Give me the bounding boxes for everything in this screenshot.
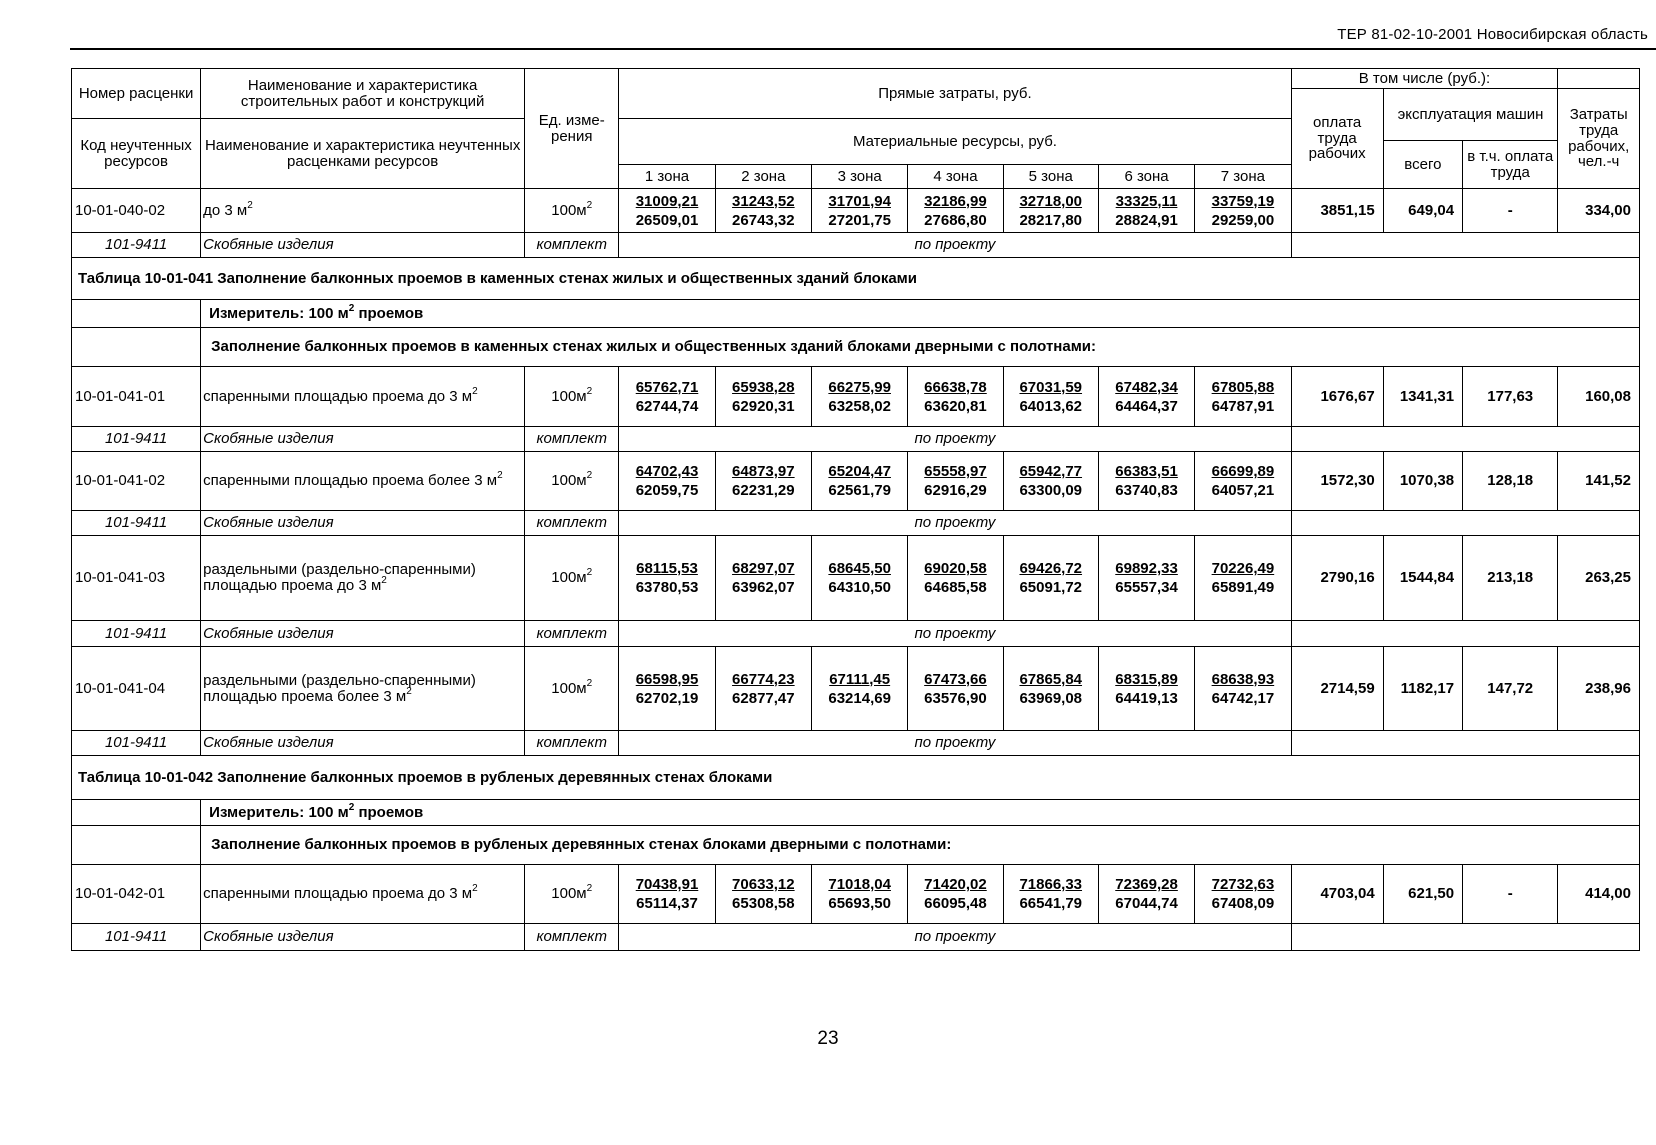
labor-cost: 1676,67 [1291, 367, 1383, 427]
resource-unit: комплект [525, 621, 619, 647]
table-section-041: Заполнение балконных проемов в каменных стенах жилых и общественных зданий блоками дверными с полотнами: [201, 328, 1640, 367]
machines-labor: 177,63 [1463, 367, 1558, 427]
resource-note: по проекту [619, 511, 1291, 536]
labor-cost: 3851,15 [1291, 189, 1383, 233]
zone-4-header: 4 зона [908, 165, 1003, 189]
zone-6-cost: 68315,89 64419,13 [1098, 647, 1194, 731]
rate-unit: $100м^2$ [525, 647, 619, 731]
resource-note: по проекту [619, 924, 1291, 951]
work-hours: 414,00 [1558, 865, 1640, 924]
col-labor-header: оплата труда рабочих [1291, 89, 1383, 189]
machines-labor: 128,18 [1463, 452, 1558, 511]
resource-name: Скобяные изделия [201, 427, 525, 452]
zone-5-cost: 32718,00 28217,80 [1003, 189, 1098, 233]
resource-code: 101-9411 [72, 731, 201, 756]
resource-row [72, 621, 1640, 647]
machines-labor: 147,72 [1463, 647, 1558, 731]
zone-1-header: 1 зона [619, 165, 715, 189]
zone-1-cost: 65762,71 62744,74 [619, 367, 715, 427]
zone-2-cost: 64873,97 62231,29 [715, 452, 811, 511]
resource-empty [1291, 233, 1639, 258]
zone-7-cost: 67805,88 64787,91 [1195, 367, 1291, 427]
zone-5-cost: 71866,33 66541,79 [1003, 865, 1098, 924]
meter-blank [72, 800, 201, 826]
resource-note: по проекту [619, 233, 1291, 258]
col-direct-costs-header: Прямые затраты, руб. [619, 69, 1291, 119]
zone-4-cost: 66638,78 63620,81 [908, 367, 1003, 427]
zone-2-cost: 65938,28 62920,31 [715, 367, 811, 427]
zone-5-header: 5 зона [1003, 165, 1098, 189]
zone-6-header: 6 зона [1098, 165, 1194, 189]
rate-unit: $100м^2$ [525, 367, 619, 427]
zone-4-cost: 67473,66 63576,90 [908, 647, 1003, 731]
zone-2-cost: 70633,12 65308,58 [715, 865, 811, 924]
resource-name: Скобяные изделия [201, 621, 525, 647]
rate-unit: $100м^2$ [525, 452, 619, 511]
resource-code: 101-9411 [72, 924, 201, 951]
rate-code: 10-01-041-02 [72, 452, 201, 511]
machines-total: 649,04 [1383, 189, 1462, 233]
zone-6-cost: 69892,33 65557,34 [1098, 536, 1194, 621]
zone-1-cost: 64702,43 62059,75 [619, 452, 715, 511]
zone-3-cost: 31701,94 27201,75 [812, 189, 908, 233]
zone-6-cost: 33325,11 28824,91 [1098, 189, 1194, 233]
zone-3-cost: 67111,45 63214,69 [812, 647, 908, 731]
rate-unit: $100м^2$ [525, 536, 619, 621]
zone-4-cost: 69020,58 64685,58 [908, 536, 1003, 621]
table-meter-042: Измеритель: 100 $м^2$ проемов [201, 800, 1640, 826]
resource-name: Скобяные изделия [201, 233, 525, 258]
table-title-042: Таблица 10-01-042 Заполнение балконных проемов в рубленых деревянных стенах блоками [72, 756, 1640, 800]
document-reference: ТЕР 81-02-10-2001 Новосибирская область [1337, 26, 1648, 43]
resource-name: Скобяные изделия [201, 924, 525, 951]
machines-total: 1070,38 [1383, 452, 1462, 511]
resource-code: 101-9411 [72, 511, 201, 536]
work-hours: 141,52 [1558, 452, 1640, 511]
rate-name: спаренными площадью проема более 3 $м^2$ [201, 452, 525, 511]
machines-total: 621,50 [1383, 865, 1462, 924]
zone-7-cost: 72732,63 67408,09 [1195, 865, 1291, 924]
rate-code: 10-01-041-03 [72, 536, 201, 621]
resource-code: 101-9411 [72, 427, 201, 452]
resource-name: Скобяные изделия [201, 731, 525, 756]
resource-row [72, 731, 1640, 756]
resource-unit: комплект [525, 427, 619, 452]
zone-7-cost: 66699,89 64057,21 [1195, 452, 1291, 511]
rate-row [72, 647, 1640, 731]
col-materials-header: Материальные ресурсы, руб. [619, 119, 1291, 165]
col-resource-code-header: Код неучтенных ресурсов [72, 119, 201, 189]
zone-6-cost: 72369,28 67044,74 [1098, 865, 1194, 924]
table-title-041: Таблица 10-01-041 Заполнение балконных проемов в каменных стенах жилых и общественных зданий блоками [72, 258, 1640, 300]
zone-2-header: 2 зона [715, 165, 811, 189]
resource-note: по проекту [619, 427, 1291, 452]
rate-code: 10-01-042-01 [72, 865, 201, 924]
resource-row [72, 511, 1640, 536]
zone-2-cost: 68297,07 63962,07 [715, 536, 811, 621]
zone-1-cost: 70438,91 65114,37 [619, 865, 715, 924]
rate-name: спаренными площадью проема до 3 $м^2$ [201, 865, 525, 924]
zone-6-cost: 66383,51 63740,83 [1098, 452, 1194, 511]
machines-labor: - [1463, 189, 1558, 233]
zone-5-cost: 65942,77 63300,09 [1003, 452, 1098, 511]
resource-code: 101-9411 [72, 233, 201, 258]
col-work-header: Затраты труда рабочих, чел.-ч [1558, 89, 1640, 189]
zone-4-cost: 65558,97 62916,29 [908, 452, 1003, 511]
machines-labor: - [1463, 865, 1558, 924]
zone-4-cost: 32186,99 27686,80 [908, 189, 1003, 233]
resource-unit: комплект [525, 731, 619, 756]
rate-name: раздельными (раздельно-спаренными) площадью проема до 3 $м^2$ [201, 536, 525, 621]
rate-row [72, 865, 1640, 924]
labor-cost: 4703,04 [1291, 865, 1383, 924]
zone-2-cost: 31243,52 26743,32 [715, 189, 811, 233]
machines-total: 1341,31 [1383, 367, 1462, 427]
col-resource-name-header: Наименование и характеристика неучтенных расценками ресурсов [201, 119, 525, 189]
col-code-header: Номер расценки [72, 69, 201, 119]
rate-code: 10-01-041-04 [72, 647, 201, 731]
zone-3-cost: 71018,04 65693,50 [812, 865, 908, 924]
zone-7-cost: 70226,49 65891,49 [1195, 536, 1291, 621]
zone-2-cost: 66774,23 62877,47 [715, 647, 811, 731]
header-rule [70, 48, 1656, 50]
zone-3-header: 3 зона [812, 165, 908, 189]
rate-row [72, 536, 1640, 621]
zone-7-header: 7 зона [1195, 165, 1291, 189]
rate-name: до 3 $м^2$ [201, 189, 525, 233]
resource-note: по проекту [619, 731, 1291, 756]
col-unit-header: Ед. изме-рения [525, 69, 619, 189]
zone-3-cost: 65204,47 62561,79 [812, 452, 908, 511]
resource-name: Скобяные изделия [201, 511, 525, 536]
zone-4-cost: 71420,02 66095,48 [908, 865, 1003, 924]
table-section-042: Заполнение балконных проемов в рубленых деревянных стенах блоками дверными с полотнами: [201, 826, 1640, 865]
zone-5-cost: 67865,84 63969,08 [1003, 647, 1098, 731]
rates-table [71, 68, 1640, 951]
rate-name: раздельными (раздельно-спаренными) площадью проема более 3 $м^2$ [201, 647, 525, 731]
table-meter-041: Измеритель: 100 $м^2$ проемов [201, 300, 1640, 328]
work-hours: 334,00 [1558, 189, 1640, 233]
resource-empty [1291, 511, 1639, 536]
zone-3-cost: 66275,99 63258,02 [812, 367, 908, 427]
labor-cost: 1572,30 [1291, 452, 1383, 511]
rate-row [72, 452, 1640, 511]
col-name-header: Наименование и характеристика строительных работ и конструкций [201, 69, 525, 119]
section-blank [72, 826, 201, 865]
resource-code: 101-9411 [72, 621, 201, 647]
resource-empty [1291, 924, 1639, 951]
col-machines-total-header: всего [1383, 141, 1462, 189]
meter-blank [72, 300, 201, 328]
zone-7-cost: 68638,93 64742,17 [1195, 647, 1291, 731]
zone-1-cost: 66598,95 62702,19 [619, 647, 715, 731]
resource-empty [1291, 731, 1639, 756]
rate-unit: $100м^2$ [525, 189, 619, 233]
resource-row [72, 233, 1640, 258]
rate-name: спаренными площадью проема до 3 $м^2$ [201, 367, 525, 427]
machines-labor: 213,18 [1463, 536, 1558, 621]
col-including-header: В том числе (руб.): [1291, 69, 1558, 89]
resource-empty [1291, 621, 1639, 647]
col-machines-labor-header: в т.ч. оплата труда [1463, 141, 1558, 189]
section-blank [72, 328, 201, 367]
labor-cost: 2790,16 [1291, 536, 1383, 621]
zone-5-cost: 69426,72 65091,72 [1003, 536, 1098, 621]
rate-code: 10-01-041-01 [72, 367, 201, 427]
resource-unit: комплект [525, 233, 619, 258]
resource-row [72, 427, 1640, 452]
resource-row [72, 924, 1640, 951]
machines-total: 1544,84 [1383, 536, 1462, 621]
rate-unit: $100м^2$ [525, 865, 619, 924]
zone-7-cost: 33759,19 29259,00 [1195, 189, 1291, 233]
work-hours: 263,25 [1558, 536, 1640, 621]
zone-1-cost: 68115,53 63780,53 [619, 536, 715, 621]
zone-1-cost: 31009,21 26509,01 [619, 189, 715, 233]
col-work-header-top [1558, 69, 1640, 89]
resource-empty [1291, 427, 1639, 452]
labor-cost: 2714,59 [1291, 647, 1383, 731]
work-hours: 238,96 [1558, 647, 1640, 731]
page-number: 23 [817, 1028, 839, 1049]
rate-row [72, 189, 1640, 233]
resource-unit: комплект [525, 924, 619, 951]
resource-note: по проекту [619, 621, 1291, 647]
resource-unit: комплект [525, 511, 619, 536]
zone-5-cost: 67031,59 64013,62 [1003, 367, 1098, 427]
rate-code: 10-01-040-02 [72, 189, 201, 233]
work-hours: 160,08 [1558, 367, 1640, 427]
col-machines-header: эксплуатация машин [1383, 89, 1558, 141]
rate-row [72, 367, 1640, 427]
zone-3-cost: 68645,50 64310,50 [812, 536, 908, 621]
machines-total: 1182,17 [1383, 647, 1462, 731]
zone-6-cost: 67482,34 64464,37 [1098, 367, 1194, 427]
